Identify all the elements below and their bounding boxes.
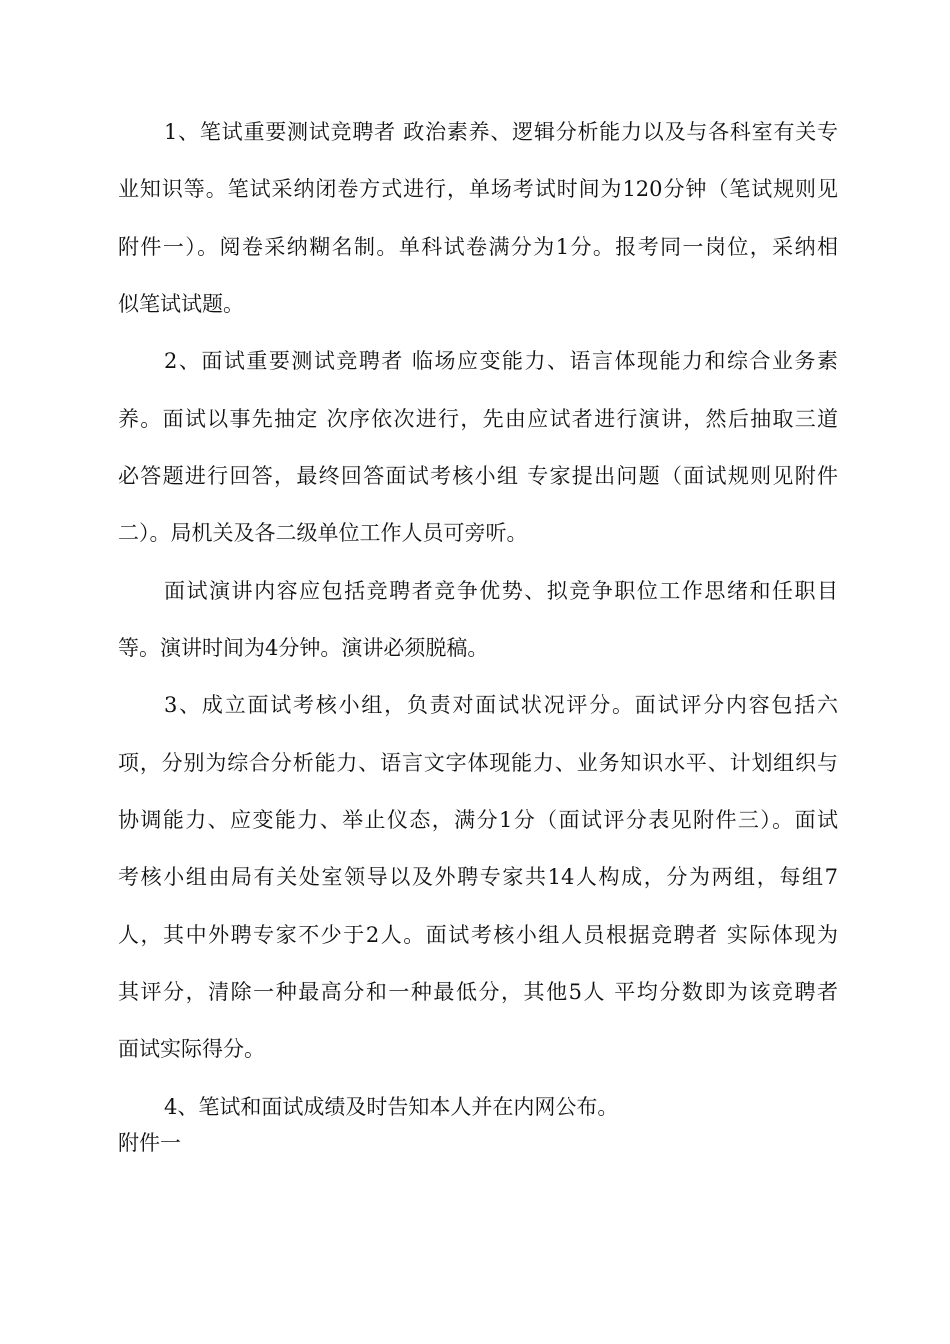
paragraph-5-line-1: 4、笔试和面试成绩及时告知本人并在内网公布。 bbox=[164, 1095, 619, 1119]
paragraph-1-line-1: 1、笔试重要测试竞聘者 政治素养、逻辑分析能力以及与各科室有关专 bbox=[164, 120, 838, 144]
paragraph-2-line-3: 必答题进行回答，最终回答面试考核小组 专家提出问题（面试规则见附件 bbox=[118, 464, 838, 488]
paragraph-2-line-4: 二）。局机关及各二级单位工作人员可旁听。 bbox=[118, 521, 528, 545]
paragraph-3-line-2: 等。演讲时间为4分钟。演讲必须脱稿。 bbox=[118, 636, 489, 660]
paragraph-1-line-4: 似笔试试题。 bbox=[118, 292, 244, 316]
paragraph-4-line-2: 项，分别为综合分析能力、语言文字体现能力、业务知识水平、计划组织与 bbox=[118, 751, 838, 775]
paragraph-4-line-3: 协调能力、应变能力、举止仪态，满分1分（面试评分表见附件三）。面试 bbox=[118, 808, 838, 832]
paragraph-4-line-1: 3、成立面试考核小组，负责对面试状况评分。面试评分内容包括六 bbox=[164, 693, 838, 717]
paragraph-1-line-2: 业知识等。笔试采纳闭卷方式进行，单场考试时间为120分钟（笔试规则见 bbox=[118, 177, 838, 201]
paragraph-3-line-1: 面试演讲内容应包括竞聘者竞争优势、拟竞争职位工作思绪和任职目 bbox=[164, 579, 838, 603]
paragraph-4-line-4: 考核小组由局有关处室领导以及外聘专家共14人构成，分为两组，每组7 bbox=[118, 865, 838, 889]
paragraph-1-line-3: 附件一）。阅卷采纳糊名制。单科试卷满分为1分。报考同一岗位，采纳相 bbox=[118, 235, 838, 259]
paragraph-4-line-5: 人，其中外聘专家不少于2人。面试考核小组人员根据竞聘者 实际体现为 bbox=[118, 923, 838, 947]
attachment-label: 附件一 bbox=[118, 1131, 181, 1155]
paragraph-2-line-2: 养。面试以事先抽定 次序依次进行，先由应试者进行演讲，然后抽取三道 bbox=[118, 407, 838, 431]
paragraph-2-line-1: 2、面试重要测试竞聘者 临场应变能力、语言体现能力和综合业务素 bbox=[164, 349, 838, 373]
paragraph-4-line-7: 面试实际得分。 bbox=[118, 1037, 265, 1061]
paragraph-4-line-6: 其评分，清除一种最高分和一种最低分，其他5人 平均分数即为该竞聘者 bbox=[118, 980, 838, 1004]
